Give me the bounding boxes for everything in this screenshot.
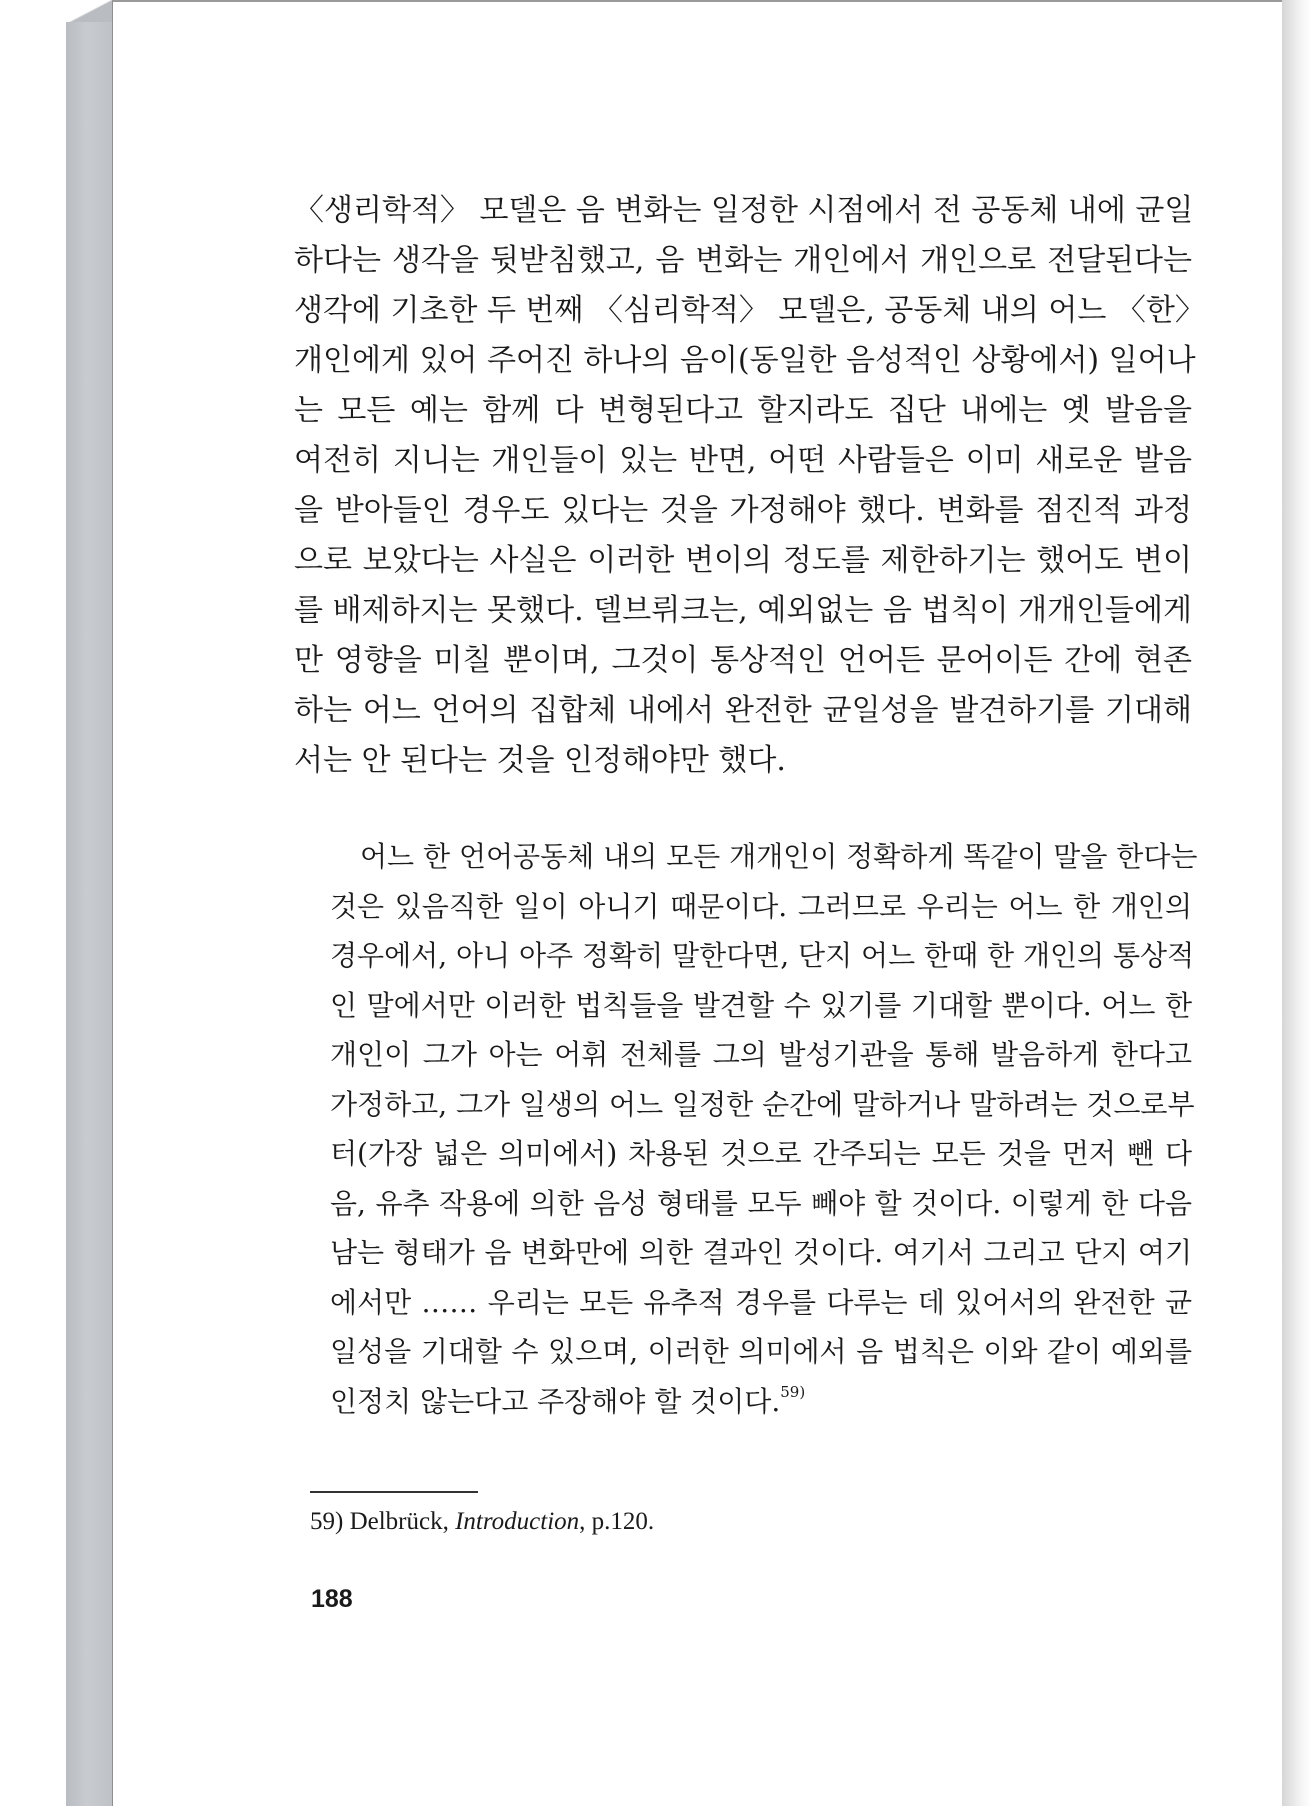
footnote-rule <box>310 1491 478 1493</box>
book-spine-top <box>66 0 112 24</box>
page-edge-shadow <box>1282 0 1311 1806</box>
quote-line-text: 인정치 않는다고 주장해야 할 것이다. <box>330 1384 781 1418</box>
footnote-author: Delbrück, <box>349 1508 449 1535</box>
quote-line: 에서만 …… 우리는 모든 유추적 경우를 다루는 데 있어서의 완전한 균 <box>330 1285 1192 1319</box>
footnote <box>310 1502 654 1542</box>
quote-line: 남는 형태가 음 변화만에 의한 결과인 것이다. 여기서 그리고 단지 여기 <box>330 1236 1192 1269</box>
footnote-marker: 59) <box>780 1382 806 1401</box>
footnote-page: , p.120. <box>579 1508 655 1535</box>
main-paragraph <box>294 186 1205 786</box>
text-line: 개인에게 있어 주어진 하나의 음이(동일한 음성적인 상황에서) 일어나 <box>294 343 1196 378</box>
quote-line: 개인이 그가 아는 어휘 전체를 그의 발성기관을 통해 발음하게 한다고 <box>330 1038 1192 1071</box>
text-line: 서는 안 된다는 것을 인정해야만 했다. <box>294 743 786 778</box>
footnote-title: Introduction <box>455 1508 580 1535</box>
page-number: 188 <box>311 1585 353 1613</box>
footnote-number: 59) <box>310 1508 344 1535</box>
quote-line: 터(가장 넓은 의미에서) 차용된 것으로 간주되는 모든 것을 먼저 뺀 다 <box>330 1137 1192 1170</box>
text-line: 하는 어느 언어의 집합체 내에서 완전한 균일성을 발견하기를 기대해 <box>294 693 1192 728</box>
quote-line: 가정하고, 그가 일생의 어느 일정한 순간에 말하거나 말하려는 것으로부 <box>330 1087 1195 1121</box>
quote-line: 경우에서, 아니 아주 정확히 말한다면, 단지 어느 한때 한 개인의 통상적 <box>330 939 1195 972</box>
quote-line: 어느 한 언어공동체 내의 모든 개개인이 정확하게 똑같이 말을 한다는 <box>360 840 1198 873</box>
text-line: 는 모든 예는 함께 다 변형된다고 할지라도 집단 내에는 옛 발음을 <box>294 393 1192 428</box>
text-line: 를 배제하지는 못했다. 델브뤼크는, 예외없는 음 법칙이 개개인들에게 <box>294 593 1192 628</box>
quote-line: 인 말에서만 이러한 법칙들을 발견할 수 있기를 기대할 뿐이다. 어느 한 <box>330 988 1192 1022</box>
quote-line: 음, 유추 작용에 의한 음성 형태를 모두 빼야 할 것이다. 이렇게 한 다음 <box>330 1186 1192 1220</box>
book-spine <box>66 22 112 1806</box>
text-line: 으로 보았다는 사실은 이러한 변이의 정도를 제한하기는 했어도 변이 <box>294 543 1192 578</box>
quote-line-last <box>330 1377 1192 1427</box>
text-line: 〈생리학적〉 모델은 음 변화는 일정한 시점에서 전 공동체 내에 균일 <box>294 193 1194 228</box>
text-line: 하다는 생각을 뒷받침했고, 음 변화는 개인에서 개인으로 전달된다는 <box>294 243 1192 278</box>
block-quote <box>330 832 1198 1426</box>
quote-line: 것은 있음직한 일이 아니기 때문이다. 그러므로 우리는 어느 한 개인의 <box>330 889 1192 923</box>
text-line: 생각에 기초한 두 번째 〈심리학적〉 모델은, 공동체 내의 어느 〈한〉 <box>294 293 1205 328</box>
text-line: 여전히 지니는 개인들이 있는 반면, 어떤 사람들은 이미 새로운 발음 <box>294 443 1192 478</box>
text-line: 만 영향을 미칠 뿐이며, 그것이 통상적인 언어든 문어이든 간에 현존 <box>294 643 1192 678</box>
quote-line: 일성을 기대할 수 있으며, 이러한 의미에서 음 법칙은 이와 같이 예외를 <box>330 1335 1192 1368</box>
text-line: 을 받아들인 경우도 있다는 것을 가정해야 했다. 변화를 점진적 과정 <box>294 493 1192 528</box>
